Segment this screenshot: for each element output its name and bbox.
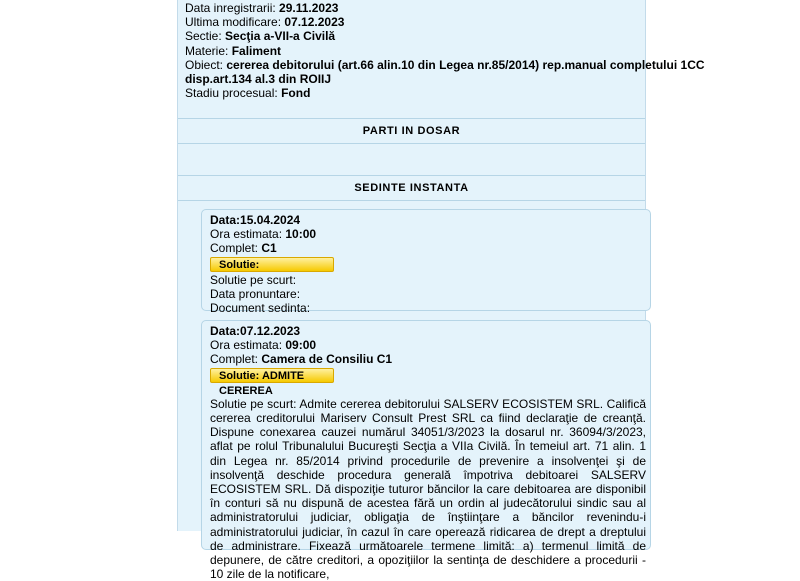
row-complet [210, 241, 650, 255]
row-complet [210, 352, 650, 366]
section-header-sedinte: SEDINTE INSTANTA [178, 175, 645, 201]
row-document: Document sedinta: [210, 301, 311, 316]
sedinta-card [201, 320, 651, 581]
value: Secţia a-VII-a Civilă [225, 29, 336, 44]
solutie-text: Admite cererea debitorului SALSERV ECOSISTEM SRL. Califică cererea creditorului Mariserv Consult Prest SRL ca fiind declaraţie de creanţă. Dispune conexarea cauzei numărul 34051/3/2023 la dosarul nr. 36094/3/2023, aflat pe rolul Tribunalului Bucureşti Secţia a VIIa Civilă. În temeiul art. 71 alin. 1 din Legea nr. 85/2014 privind procedurile de prevenire a insolvenţei şi de insolvenţă deschide procedura generală împotriva debitoarei SALSERV ECOSISTEM SRL. Dă dispoziţie tuturor băncilor la care debitoarea are disponibil în conturi să nu dispună de acestea fără un ordin al judecătorului sindic sau al administratorului judiciar, obligaţia de înştiinţare a băncilor revenindu-i administratorului judiciar, în cazul în care operează ridicarea de drept a dreptului de administrare. Fixează următoarele termene limită: a) termenul limită de depunere, de către creditori, a opoziţiilor la sentinţa de deschidere a procedurii - 10 zile de la notificare, [210, 396, 647, 581]
value: 09:00 [285, 338, 317, 353]
label: Data: [210, 324, 241, 338]
row-obiect-cont [185, 72, 645, 86]
solutie-button[interactable]: Solutie: [210, 257, 334, 272]
label: Ora estimata: [210, 227, 283, 242]
label: Ora estimata: [210, 338, 283, 353]
value: 07.12.2023 [284, 15, 345, 30]
row-data [210, 213, 650, 227]
value: 10:00 [285, 227, 317, 242]
row-sectie [185, 29, 645, 43]
row-materie [185, 44, 645, 58]
label: Solutie pe scurt: [210, 396, 297, 411]
dosar-panel [177, 0, 705, 581]
row-data-pronuntare: Data pronuntare: [210, 286, 301, 301]
row-data-inregistrarii [185, 1, 645, 15]
row-ultima-modificare [185, 15, 645, 29]
row-solutie-scurt: Solutie pe scurt: [210, 272, 297, 287]
row-data [210, 324, 650, 338]
value: cererea debitorului (art.66 alin.10 din Legea nr.85/2014) rep.manual completului 1CC [226, 57, 705, 72]
label: Stadiu procesual: [185, 86, 278, 101]
row-obiect [185, 57, 705, 72]
label: Complet: [210, 352, 259, 367]
row-ora [210, 338, 650, 352]
solutie-pe-scurt [210, 397, 650, 581]
label: Complet: [210, 241, 259, 256]
value: Camera de Consiliu C1 [261, 352, 393, 367]
label: Ultima modificare: [185, 15, 282, 30]
value: disp.art.134 al.3 din ROIIJ [185, 72, 332, 87]
value: C1 [261, 241, 277, 256]
value: 07.12.2023 [240, 324, 301, 338]
value: Fond [281, 86, 311, 101]
section-header-parti: PARTI IN DOSAR [178, 118, 645, 144]
label: Sectie: [185, 29, 222, 44]
value: 15.04.2024 [240, 213, 301, 227]
sedinta-card [201, 209, 651, 316]
row-ora [210, 227, 650, 241]
value: 29.11.2023 [279, 1, 339, 15]
label: Obiect: [185, 57, 224, 72]
value: Faliment [231, 43, 282, 58]
label: Materie: [185, 43, 229, 58]
dosar-info [178, 0, 705, 101]
solutie-button[interactable]: Solutie: ADMITE CEREREA [210, 368, 334, 383]
label: Data inregistrarii: [185, 1, 276, 15]
row-stadiu [185, 86, 645, 100]
label: Data: [210, 213, 241, 227]
